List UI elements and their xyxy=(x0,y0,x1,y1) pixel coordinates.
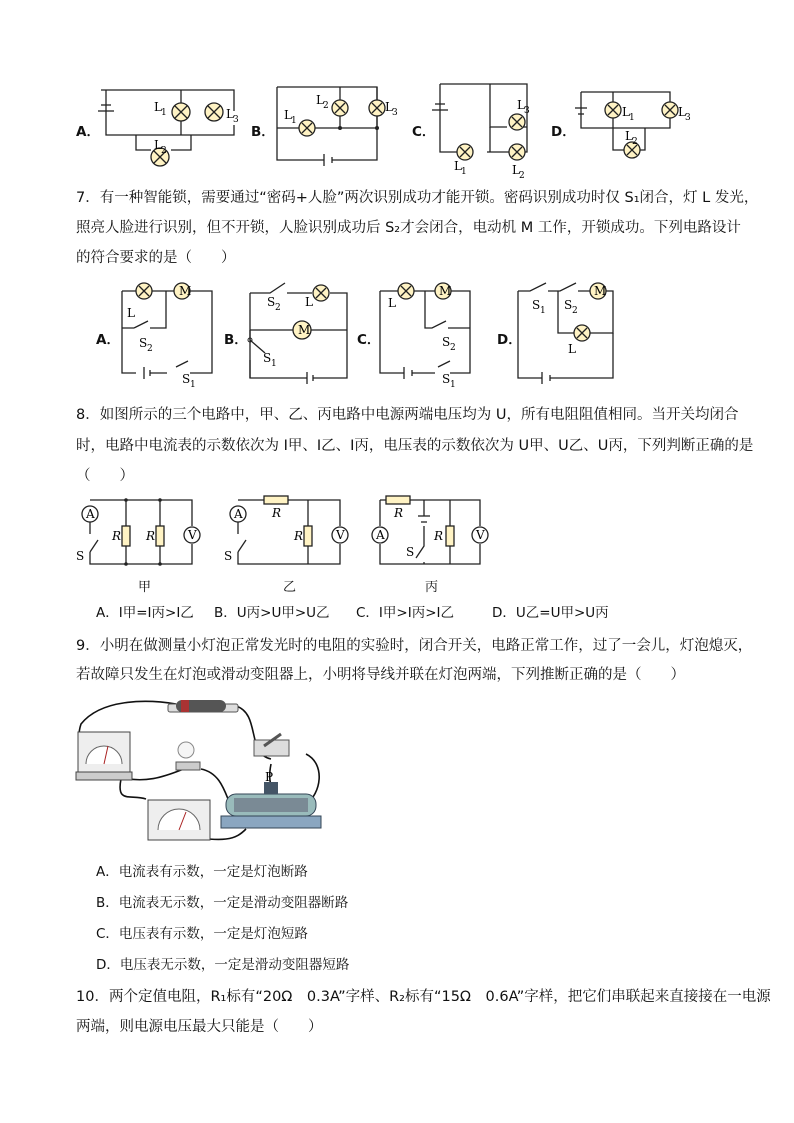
q8-caption-jia: 甲 xyxy=(138,580,152,595)
svg-text:1: 1 xyxy=(271,359,277,369)
svg-text:2: 2 xyxy=(147,344,153,354)
q9-photo-label-p: P xyxy=(265,770,274,784)
svg-text:L: L xyxy=(127,306,135,320)
svg-text:M: M xyxy=(594,284,607,298)
q9-option-a: A．电流表有示数，一定是灯泡断路 xyxy=(96,864,308,880)
svg-text:1: 1 xyxy=(461,167,467,177)
q6-option-a: A． xyxy=(76,124,100,140)
q7-circuit-d xyxy=(518,283,618,383)
q9-line-1: 9．小明在做测量小灯泡正常发光时的电阻的实验时，闭合开关，电路正常工作，过了一会儿，灯泡熄灭， xyxy=(76,638,753,654)
svg-text:L: L xyxy=(568,342,576,356)
svg-text:2: 2 xyxy=(275,303,281,313)
q7-circuit-a xyxy=(122,283,217,390)
svg-text:S: S xyxy=(182,372,191,386)
svg-text:S: S xyxy=(406,545,415,559)
svg-text:L: L xyxy=(305,295,313,309)
svg-text:S: S xyxy=(224,549,233,563)
q8-line-2: 时，电路中电流表的示数依次为 I甲、I乙、I丙，电压表的示数依次为 U甲、U乙、U丙，下列判断正确的是 xyxy=(76,438,754,454)
q7-line-2: 照亮人脸进行识别，但不开锁，人脸识别成功后 S₂才会闭合，电动机 M 工作，开锁成功。下列电路设计 xyxy=(76,220,741,236)
svg-text:M: M xyxy=(439,284,452,298)
q8-option-d: D．U乙=U甲>U丙 xyxy=(492,605,609,621)
svg-text:S: S xyxy=(263,351,272,365)
svg-text:1: 1 xyxy=(540,306,546,316)
svg-text:A: A xyxy=(234,507,243,521)
q6-circuit-d xyxy=(575,90,691,165)
svg-text:L: L xyxy=(678,105,686,119)
q10-line-1: 10．两个定值电阻，R₁标有“20Ω 0.3A”字样、R₂标有“15Ω 0.6A”字样，把它们串联起来直接接在一电源 xyxy=(76,989,771,1005)
q6-circuit-b xyxy=(272,85,398,165)
q7-option-c: C． xyxy=(357,332,381,348)
svg-text:V: V xyxy=(336,528,345,542)
q6a-label-l3: L xyxy=(226,107,234,121)
svg-text:R: R xyxy=(294,529,304,543)
svg-text:L: L xyxy=(316,93,324,107)
svg-text:V: V xyxy=(476,528,485,542)
svg-text:3: 3 xyxy=(685,113,691,123)
svg-text:M: M xyxy=(298,323,311,337)
q8-caption-bing: 丙 xyxy=(425,580,439,595)
q6-circuit-c xyxy=(432,82,542,181)
svg-text:R: R xyxy=(394,506,404,520)
svg-text:1: 1 xyxy=(291,116,297,126)
svg-text:R: R xyxy=(434,529,444,543)
q7-line-3: 的符合要求的是（ ） xyxy=(76,250,236,266)
svg-text:S: S xyxy=(442,335,451,349)
q8-option-c: C．I甲>I丙>I乙 xyxy=(356,605,454,621)
q7-line-1: 7．有一种智能锁，需要通过“密码+人脸”两次识别成功才能开锁。密码识别成功时仅 S₁闭合，灯 L 发光， xyxy=(76,190,759,206)
q8-circuit-yi xyxy=(224,496,353,571)
svg-text:M: M xyxy=(179,284,192,298)
svg-text:1: 1 xyxy=(629,113,635,123)
q8-option-a: A．I甲=I丙>I乙 xyxy=(96,605,194,621)
svg-text:S: S xyxy=(532,298,541,312)
q7-option-d: D． xyxy=(497,332,522,348)
svg-text:1: 1 xyxy=(161,108,167,118)
svg-text:3: 3 xyxy=(524,106,530,116)
svg-text:2: 2 xyxy=(323,101,329,111)
q8-circuit-bing xyxy=(372,496,497,571)
svg-text:R: R xyxy=(272,506,282,520)
svg-text:2: 2 xyxy=(161,146,167,156)
q6-circuit-a xyxy=(96,85,246,175)
svg-text:L: L xyxy=(388,296,396,310)
svg-text:S: S xyxy=(442,372,451,386)
q9-option-d: D．电压表无示数，一定是滑动变阻器短路 xyxy=(96,957,350,973)
q9-option-c: C．电压表有示数，一定是灯泡短路 xyxy=(96,926,308,942)
svg-text:A: A xyxy=(86,507,95,521)
svg-text:R: R xyxy=(146,529,156,543)
q7-circuit-c xyxy=(380,283,480,390)
svg-text:1: 1 xyxy=(190,380,196,390)
svg-text:L: L xyxy=(454,159,462,173)
svg-text:V: V xyxy=(188,528,197,542)
svg-text:A: A xyxy=(376,528,385,542)
svg-text:2: 2 xyxy=(519,171,525,181)
svg-text:S: S xyxy=(267,295,276,309)
svg-text:2: 2 xyxy=(450,343,456,353)
q8-line-1: 8．如图所示的三个电路中，甲、乙、丙电路中电源两端电压均为 U，所有电阻阻值相同。当开关均闭合 xyxy=(76,407,739,423)
svg-text:L: L xyxy=(625,129,633,143)
q6-option-d: D． xyxy=(551,124,576,140)
q7-option-b: B． xyxy=(224,332,248,348)
q8-caption-yi: 乙 xyxy=(283,580,297,595)
q8-circuit-jia xyxy=(76,496,205,571)
svg-text:2: 2 xyxy=(632,137,638,147)
svg-text:L: L xyxy=(385,100,393,114)
q7-circuit-b xyxy=(245,278,355,383)
q9-option-b: B．电流表无示数，一定是滑动变阻器断路 xyxy=(96,895,349,911)
svg-text:S: S xyxy=(564,298,573,312)
q7-option-a: A． xyxy=(96,332,120,348)
svg-text:S: S xyxy=(76,549,85,563)
svg-text:3: 3 xyxy=(392,108,398,118)
q9-experiment-photo xyxy=(76,694,336,846)
svg-text:L: L xyxy=(517,98,525,112)
svg-text:S: S xyxy=(139,336,148,350)
q8-option-b: B．U丙>U甲>U乙 xyxy=(214,605,330,621)
q8-line-3: （ ） xyxy=(76,468,134,484)
svg-text:L: L xyxy=(284,108,292,122)
q10-line-2: 两端，则电源电压最大只能是（ ） xyxy=(76,1019,323,1035)
svg-text:R: R xyxy=(112,529,122,543)
q6-option-c: C． xyxy=(412,124,436,140)
svg-text:L: L xyxy=(512,163,520,177)
svg-text:3: 3 xyxy=(233,115,239,125)
svg-text:1: 1 xyxy=(450,380,456,390)
svg-text:2: 2 xyxy=(572,306,578,316)
svg-text:L: L xyxy=(622,105,630,119)
q6a-label-l1: L xyxy=(154,100,162,114)
q6a-label-l2: L xyxy=(154,138,162,152)
q6-option-b: B． xyxy=(251,124,275,140)
q9-line-2: 若故障只发生在灯泡或滑动变阻器上，小明将导线并联在灯泡两端，下列推断正确的是（ ） xyxy=(76,667,685,683)
